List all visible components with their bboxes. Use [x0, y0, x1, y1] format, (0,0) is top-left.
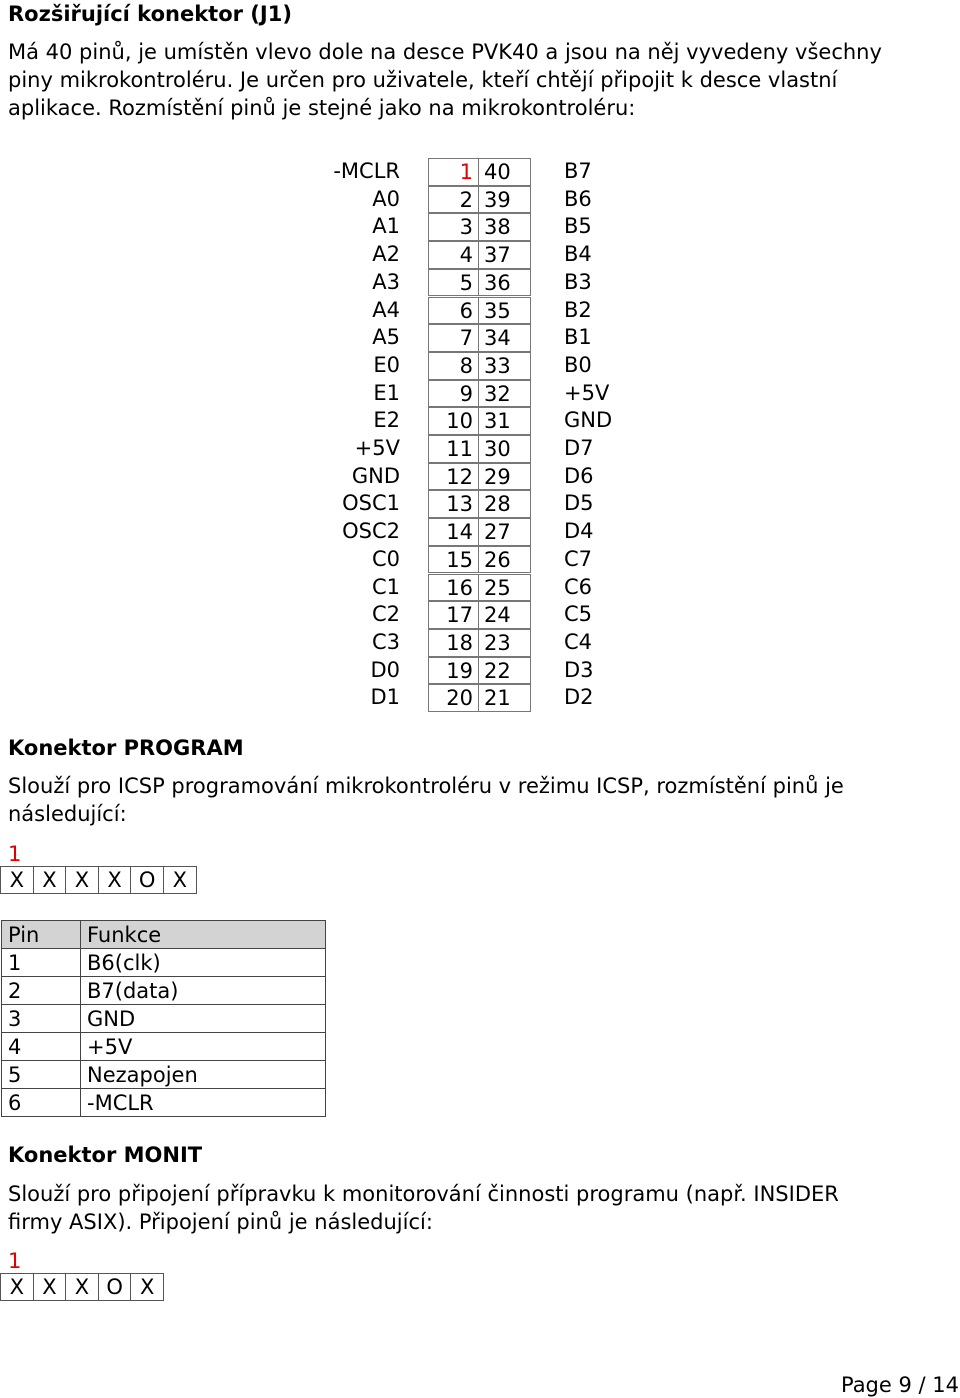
section-title-program: Konektor PROGRAM	[8, 736, 244, 760]
pin-right-number: 35	[478, 297, 531, 325]
pin-left-number: 9	[428, 380, 479, 408]
pin-left-number: 18	[428, 629, 479, 657]
program-connector-strip	[1, 866, 197, 894]
section-title-monit: Konektor MONIT	[8, 1143, 203, 1167]
pin-row	[0, 241, 960, 269]
pin-row	[0, 574, 960, 602]
j1-description-line-1: Má 40 pinů, je umístěn vlevo dole na desce PVK40 a jsou na něj vyvedeny všechny	[8, 40, 882, 64]
pin-left-signal: A2	[372, 242, 400, 267]
pin-left-number: 13	[428, 490, 479, 518]
j1-description-line-2: piny mikrokontroléru. Je určen pro uživatele, kteří chtějí připojit k desce vlastní	[8, 68, 838, 92]
pin-row	[0, 546, 960, 574]
pin-right-number: 31	[478, 407, 531, 435]
pin-left-number: 19	[428, 657, 479, 685]
pin-left-signal: A3	[372, 269, 400, 294]
pin-left-signal: -MCLR	[333, 159, 400, 183]
pin-left-signal: C2	[371, 602, 400, 627]
pin-right-signal: B1	[564, 325, 592, 350]
pin-right-number: 29	[478, 463, 531, 491]
column-header-function: Funkce	[81, 921, 326, 949]
pin-right-number: 32	[478, 380, 531, 408]
pin-number-cell: 4	[2, 1033, 81, 1061]
program-pin1-marker: 1	[8, 842, 22, 866]
table-row	[2, 1033, 326, 1061]
pin-right-number: 27	[478, 518, 531, 546]
pin-left-signal: GND	[351, 463, 400, 488]
pin-left-number: 4	[428, 241, 479, 269]
pin-left-number: 10	[428, 407, 479, 435]
pin-number-cell: 2	[2, 977, 81, 1005]
pin-right-signal: D4	[564, 519, 594, 544]
connector-pin-cell: X	[98, 866, 132, 894]
pin-right-number: 28	[478, 490, 531, 518]
pin-right-number: 39	[478, 186, 531, 214]
pin-right-signal: GND	[564, 408, 613, 433]
pin-right-signal: D5	[564, 491, 594, 516]
pin-right-signal: B4	[564, 242, 592, 267]
pin-left-number: 1	[428, 158, 479, 186]
pin-right-signal: B7	[564, 159, 592, 183]
pin-left-number: 2	[428, 186, 479, 214]
pin-left-signal: D0	[370, 657, 400, 682]
connector-pin-cell: X	[0, 866, 34, 894]
pin-left-number: 11	[428, 435, 479, 463]
pin-right-signal: D2	[564, 685, 594, 710]
pin-row	[0, 269, 960, 297]
pin-right-signal: B2	[564, 297, 592, 322]
pin-right-signal: B0	[564, 352, 592, 377]
pin-right-number: 23	[478, 629, 531, 657]
pin-function-cell: -MCLR	[81, 1089, 326, 1117]
pin-left-signal: C1	[371, 574, 400, 599]
pin-right-signal: C6	[564, 574, 593, 599]
pin-left-signal: OSC1	[342, 491, 400, 516]
pin-number-cell: 6	[2, 1089, 81, 1117]
pin-right-number: 33	[478, 352, 531, 380]
pin-row	[0, 407, 960, 435]
pin-number-cell: 1	[2, 949, 81, 977]
pin-right-signal: C7	[564, 546, 593, 571]
table-row	[2, 977, 326, 1005]
pin-left-signal: D1	[370, 685, 400, 710]
monit-description-line-2: firmy ASIX). Připojení pinů je následující:	[8, 1210, 433, 1234]
pin-right-signal: B6	[564, 186, 592, 211]
pin-left-signal: +5V	[354, 436, 400, 460]
pin-right-signal: B3	[564, 269, 592, 294]
program-description-line-1: Slouží pro ICSP programování mikrokontroléru v režimu ICSP, rozmístění pinů je	[8, 774, 844, 798]
pin-left-number: 8	[428, 352, 479, 380]
pin-number-cell: 5	[2, 1061, 81, 1089]
pin-right-signal: B5	[564, 214, 592, 239]
connector-pin-cell: X	[33, 866, 67, 894]
pin-left-number: 12	[428, 463, 479, 491]
j1-description-line-3: aplikace. Rozmístění pinů je stejné jako na mikrokontroléru:	[8, 96, 636, 120]
pin-function-cell: GND	[81, 1005, 326, 1033]
pin-row	[0, 490, 960, 518]
table-row	[2, 1005, 326, 1033]
pin-left-signal: A5	[372, 325, 400, 350]
pin-row	[0, 463, 960, 491]
pin-right-number: 40	[478, 158, 531, 186]
pin-row	[0, 213, 960, 241]
pin-left-signal: E2	[373, 408, 400, 433]
connector-pin-cell: X	[65, 1273, 99, 1301]
pin-left-number: 3	[428, 213, 479, 241]
pin-row	[0, 380, 960, 408]
pin-right-signal: D7	[564, 436, 594, 460]
section-title-j1: Rozšiřující konektor (J1)	[8, 2, 292, 26]
pin-row	[0, 297, 960, 325]
pin-function-cell: B7(data)	[81, 977, 326, 1005]
pin-right-number: 26	[478, 546, 531, 574]
pin-right-number: 25	[478, 574, 531, 602]
connector-pin-cell: X	[33, 1273, 67, 1301]
pin-right-signal: C4	[564, 629, 593, 654]
pin-left-number: 5	[428, 269, 479, 297]
program-description-line-2: následující:	[8, 802, 127, 826]
pin-left-signal: OSC2	[342, 519, 400, 544]
connector-pin-cell: O	[98, 1273, 132, 1301]
pin-left-signal: C3	[371, 629, 400, 654]
connector-pin-cell: X	[65, 866, 99, 894]
connector-pin-cell: X	[130, 1273, 164, 1301]
pin-left-signal: E1	[373, 380, 400, 405]
connector-pin-cell: X	[163, 866, 197, 894]
table-row	[2, 949, 326, 977]
pin-left-number: 20	[428, 684, 479, 712]
pin-left-signal: A4	[372, 297, 400, 322]
table-row	[2, 1061, 326, 1089]
pin-right-number: 30	[478, 435, 531, 463]
pin-right-number: 24	[478, 601, 531, 629]
table-row	[2, 1089, 326, 1117]
pin-right-number: 22	[478, 657, 531, 685]
pin-row	[0, 186, 960, 214]
monit-connector-strip	[1, 1273, 164, 1301]
pin-right-signal: C5	[564, 602, 593, 627]
connector-pin-cell: O	[130, 866, 164, 894]
pin-function-cell: B6(clk)	[81, 949, 326, 977]
pin-right-number: 34	[478, 324, 531, 352]
connector-pin-cell: X	[0, 1273, 34, 1301]
pin-row	[0, 601, 960, 629]
pin-right-signal: +5V	[564, 380, 610, 405]
pin-left-signal: A0	[372, 186, 400, 211]
pin-left-number: 6	[428, 297, 479, 325]
pin-row	[0, 518, 960, 546]
pin-left-number: 17	[428, 601, 479, 629]
pin-function-cell: Nezapojen	[81, 1061, 326, 1089]
column-header-pin: Pin	[2, 921, 81, 949]
pin-right-signal: D3	[564, 657, 594, 682]
monit-pin1-marker: 1	[8, 1249, 22, 1273]
pin-row	[0, 657, 960, 685]
pin-row	[0, 684, 960, 712]
pin-row	[0, 352, 960, 380]
pin-number-cell: 3	[2, 1005, 81, 1033]
pin-left-number: 16	[428, 574, 479, 602]
pin-row	[0, 324, 960, 352]
pin-row	[0, 435, 960, 463]
pin-left-signal: E0	[373, 352, 400, 377]
pin-left-number: 15	[428, 546, 479, 574]
table-header-row	[2, 921, 326, 949]
pin-right-number: 36	[478, 269, 531, 297]
page-number: Page 9 / 14	[840, 1373, 959, 1397]
pin-right-number: 37	[478, 241, 531, 269]
monit-description-line-1: Slouží pro připojení přípravku k monitorování činnosti programu (např. INSIDER	[8, 1182, 839, 1206]
pin-left-signal: A1	[372, 214, 400, 239]
pin-row	[0, 629, 960, 657]
program-function-table	[1, 920, 326, 1117]
pin-function-cell: +5V	[81, 1033, 326, 1061]
pin-left-number: 14	[428, 518, 479, 546]
pin-row	[0, 158, 960, 186]
pin-left-signal: C0	[371, 546, 400, 571]
pin-right-number: 21	[478, 684, 531, 712]
pin-left-number: 7	[428, 324, 479, 352]
pin-right-signal: D6	[564, 463, 594, 488]
pin-right-number: 38	[478, 213, 531, 241]
